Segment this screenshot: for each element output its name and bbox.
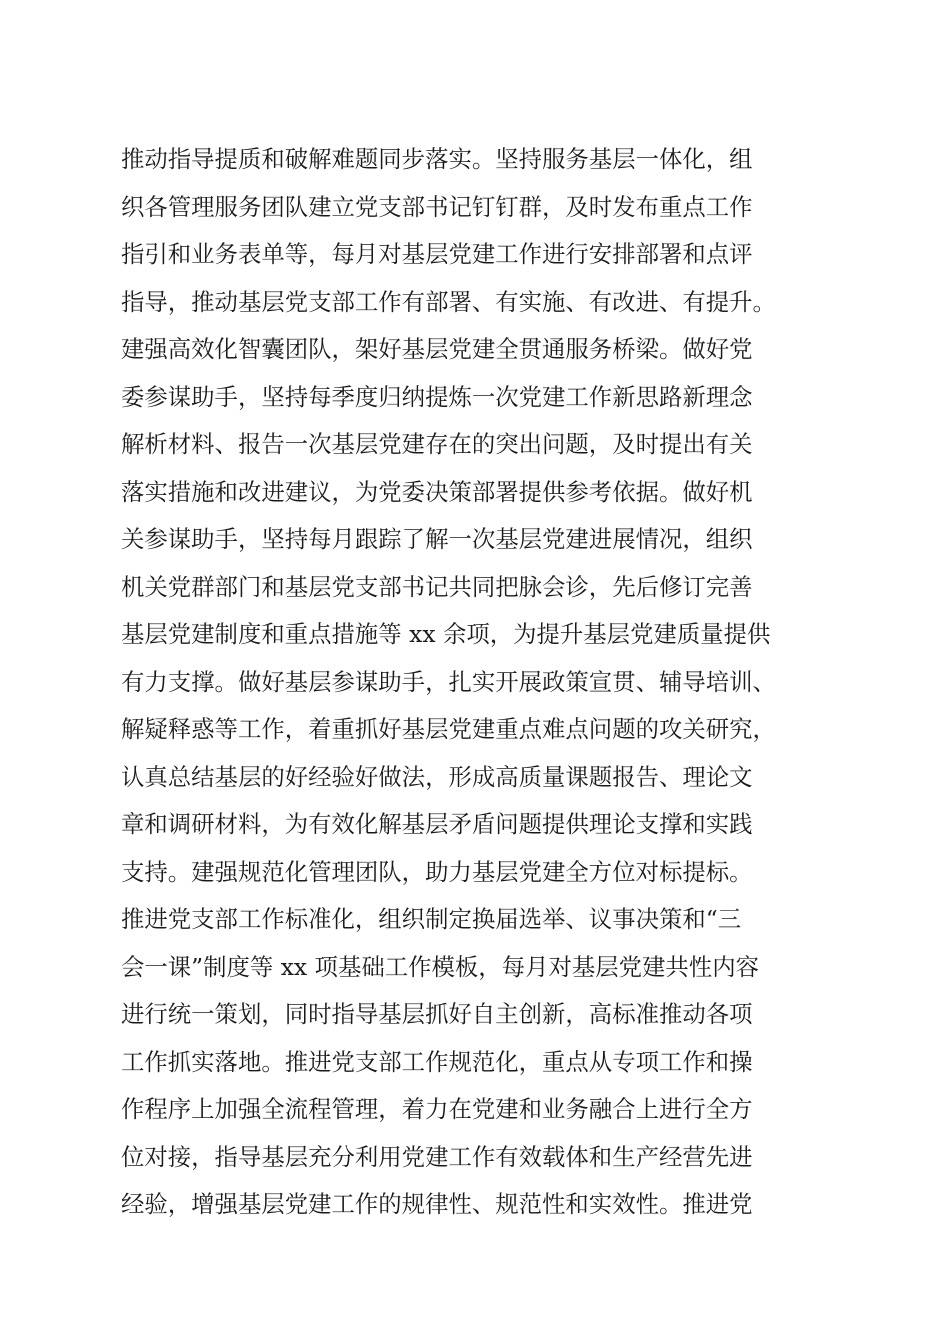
text-line: 作程序上加强全流程管理，着力在党建和业务融合上进行全方 [121,1095,753,1123]
text-line: 经验，增强基层党建工作的规律性、规范性和实效性。推进党 [121,1190,753,1218]
body-text [121,136,831,1229]
text-line: 基层党建制度和重点措施等 xx 余项，为提升基层党建质量提供 [121,620,771,648]
text-line: 推进党支部工作标准化，组织制定换届选举、议事决策和“三 [121,905,742,933]
text-line: 工作抓实落地。推进党支部工作规范化，重点从专项工作和操 [121,1047,753,1076]
text-line: 委参谋助手，坚持每季度归纳提炼一次党建工作新思路新理念 [121,382,753,411]
text-line: 建强高效化智囊团队，架好基层党建全贯通服务桥梁。做好党 [121,335,753,363]
text-line: 指引和业务表单等，每月对基层党建工作进行安排部署和点评 [121,240,753,268]
text-line: 织各管理服务团队建立党支部书记钉钉群，及时发布重点工作 [121,192,753,221]
text-line: 指导，推动基层党支部工作有部署、有实施、有改进、有提升。 [121,287,776,316]
text-line: 进行统一策划，同时指导基层抓好自主创新，高标准推动各项 [121,1000,753,1028]
text-line: 落实措施和改进建议，为党委决策部署提供参考依据。做好机 [121,477,753,506]
text-line: 有力支撑。做好基层参谋助手，扎实开展政策宣贯、辅导培训、 [121,667,776,696]
text-line: 关参谋助手，坚持每月跟踪了解一次基层党建进展情况，组织 [121,525,753,553]
text-line: 解析材料、报告一次基层党建存在的突出问题，及时提出有关 [121,430,753,458]
text-line: 章和调研材料，为有效化解基层矛盾问题提供理论支撑和实践 [121,810,753,838]
text-line: 解疑释惑等工作，着重抓好基层党建重点难点问题的攻关研究， [121,715,776,743]
text-line: 推动指导提质和破解难题同步落实。坚持服务基层一体化，组 [121,145,753,173]
text-line: 位对接，指导基层充分利用党建工作有效载体和生产经营先进 [121,1142,753,1171]
text-line: 机关党群部门和基层党支部书记共同把脉会诊，先后修订完善 [121,572,753,601]
text-line: 认真总结基层的好经验好做法，形成高质量课题报告、理论文 [121,762,753,791]
text-line: 支持。建强规范化管理团队，助力基层党建全方位对标提标。 [121,857,753,886]
text-line: 会一课”制度等 xx 项基础工作模板，每月对基层党建共性内容 [121,952,759,981]
